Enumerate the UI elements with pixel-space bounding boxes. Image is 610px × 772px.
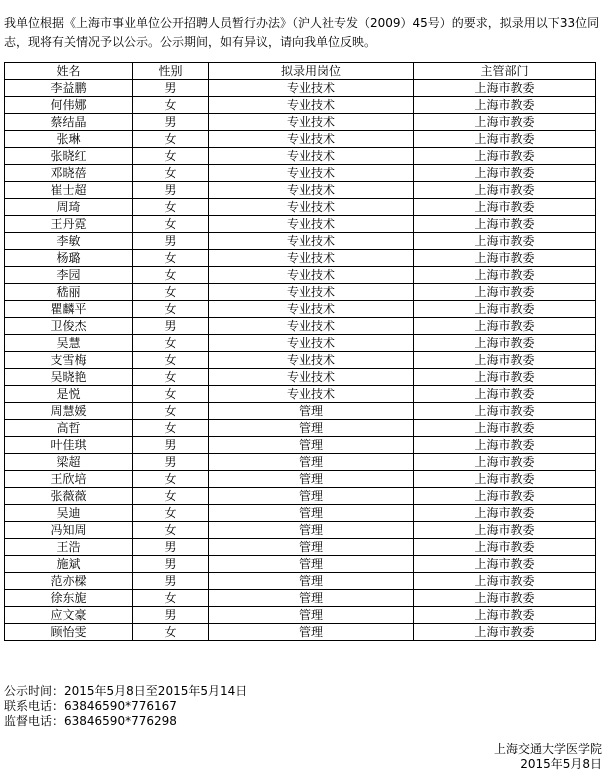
table-row bbox=[5, 420, 596, 437]
signature-block bbox=[494, 742, 602, 772]
cell-gender: 女 bbox=[133, 335, 209, 352]
cell-name: 蔡结晶 bbox=[5, 114, 133, 131]
cell-position: 专业技术 bbox=[209, 199, 414, 216]
cell-name: 李园 bbox=[5, 267, 133, 284]
cell-name: 瞿麟平 bbox=[5, 301, 133, 318]
cell-department: 上海市教委 bbox=[414, 301, 596, 318]
cell-department: 上海市教委 bbox=[414, 369, 596, 386]
cell-department: 上海市教委 bbox=[414, 97, 596, 114]
table-row bbox=[5, 80, 596, 97]
cell-name: 是悦 bbox=[5, 386, 133, 403]
cell-position: 专业技术 bbox=[209, 369, 414, 386]
cell-gender: 女 bbox=[133, 386, 209, 403]
cell-department: 上海市教委 bbox=[414, 488, 596, 505]
cell-gender: 男 bbox=[133, 607, 209, 624]
cell-name: 李益鹏 bbox=[5, 80, 133, 97]
header-gender: 性别 bbox=[133, 63, 209, 80]
table-row bbox=[5, 267, 596, 284]
table-row bbox=[5, 182, 596, 199]
cell-department: 上海市教委 bbox=[414, 199, 596, 216]
table-row bbox=[5, 216, 596, 233]
cell-name: 张琳 bbox=[5, 131, 133, 148]
cell-department: 上海市教委 bbox=[414, 250, 596, 267]
cell-department: 上海市教委 bbox=[414, 352, 596, 369]
cell-gender: 男 bbox=[133, 114, 209, 131]
cell-gender: 男 bbox=[133, 556, 209, 573]
cell-gender: 女 bbox=[133, 267, 209, 284]
table-row bbox=[5, 199, 596, 216]
cell-name: 周慧媛 bbox=[5, 403, 133, 420]
cell-department: 上海市教委 bbox=[414, 386, 596, 403]
table-row bbox=[5, 539, 596, 556]
cell-position: 管理 bbox=[209, 607, 414, 624]
table-row bbox=[5, 505, 596, 522]
cell-department: 上海市教委 bbox=[414, 454, 596, 471]
cell-name: 梁超 bbox=[5, 454, 133, 471]
cell-position: 专业技术 bbox=[209, 335, 414, 352]
table-row bbox=[5, 335, 596, 352]
cell-gender: 女 bbox=[133, 522, 209, 539]
cell-name: 冯知周 bbox=[5, 522, 133, 539]
table-row bbox=[5, 131, 596, 148]
cell-gender: 女 bbox=[133, 148, 209, 165]
cell-position: 管理 bbox=[209, 403, 414, 420]
table-row bbox=[5, 318, 596, 335]
cell-department: 上海市教委 bbox=[414, 556, 596, 573]
table-row bbox=[5, 148, 596, 165]
cell-department: 上海市教委 bbox=[414, 522, 596, 539]
cell-position: 专业技术 bbox=[209, 131, 414, 148]
cell-name: 邓晓蓓 bbox=[5, 165, 133, 182]
cell-name: 叶佳琪 bbox=[5, 437, 133, 454]
cell-name: 张薇薇 bbox=[5, 488, 133, 505]
cell-department: 上海市教委 bbox=[414, 216, 596, 233]
cell-gender: 男 bbox=[133, 182, 209, 199]
signature-date: 2015年5月8日 bbox=[520, 757, 602, 771]
table-row bbox=[5, 590, 596, 607]
cell-gender: 男 bbox=[133, 233, 209, 250]
table-row bbox=[5, 97, 596, 114]
table-row bbox=[5, 454, 596, 471]
cell-name: 嵇丽 bbox=[5, 284, 133, 301]
cell-gender: 女 bbox=[133, 624, 209, 641]
cell-gender: 女 bbox=[133, 420, 209, 437]
cell-department: 上海市教委 bbox=[414, 148, 596, 165]
table-body bbox=[5, 80, 596, 641]
cell-department: 上海市教委 bbox=[414, 165, 596, 182]
cell-position: 管理 bbox=[209, 539, 414, 556]
cell-position: 专业技术 bbox=[209, 284, 414, 301]
cell-gender: 女 bbox=[133, 165, 209, 182]
table-row bbox=[5, 369, 596, 386]
cell-gender: 女 bbox=[133, 250, 209, 267]
cell-name: 崔士超 bbox=[5, 182, 133, 199]
cell-name: 施斌 bbox=[5, 556, 133, 573]
cell-position: 管理 bbox=[209, 624, 414, 641]
header-position: 拟录用岗位 bbox=[209, 63, 414, 80]
cell-position: 管理 bbox=[209, 454, 414, 471]
cell-name: 张晓红 bbox=[5, 148, 133, 165]
cell-name: 王欣培 bbox=[5, 471, 133, 488]
cell-name: 吴晓艳 bbox=[5, 369, 133, 386]
notice-period: 公示时间：2015年5月8日至2015年5月14日 bbox=[4, 684, 248, 698]
cell-gender: 女 bbox=[133, 131, 209, 148]
intro-paragraph: 我单位根据《上海市事业单位公开招聘人员暂行办法》（沪人社专发（2009）45号）的要求，拟录用以下33位同志，现将有关情况予以公示。公示期间，如有异议，请向我单位反映。 bbox=[4, 16, 600, 49]
table-row bbox=[5, 386, 596, 403]
cell-gender: 女 bbox=[133, 301, 209, 318]
cell-name: 吴慧 bbox=[5, 335, 133, 352]
cell-gender: 女 bbox=[133, 352, 209, 369]
cell-position: 专业技术 bbox=[209, 216, 414, 233]
table-row bbox=[5, 250, 596, 267]
cell-position: 专业技术 bbox=[209, 386, 414, 403]
cell-gender: 女 bbox=[133, 97, 209, 114]
signature-org: 上海交通大学医学院 bbox=[493, 742, 602, 756]
cell-position: 管理 bbox=[209, 573, 414, 590]
cell-name: 顾怡雯 bbox=[5, 624, 133, 641]
cell-position: 专业技术 bbox=[209, 165, 414, 182]
cell-name: 范亦樑 bbox=[5, 573, 133, 590]
cell-name: 周琦 bbox=[5, 199, 133, 216]
cell-department: 上海市教委 bbox=[414, 437, 596, 454]
cell-position: 专业技术 bbox=[209, 301, 414, 318]
header-name: 姓名 bbox=[5, 63, 133, 80]
cell-position: 管理 bbox=[209, 505, 414, 522]
table-row bbox=[5, 471, 596, 488]
cell-name: 王浩 bbox=[5, 539, 133, 556]
cell-department: 上海市教委 bbox=[414, 505, 596, 522]
cell-position: 管理 bbox=[209, 420, 414, 437]
cell-position: 管理 bbox=[209, 437, 414, 454]
cell-department: 上海市教委 bbox=[414, 284, 596, 301]
cell-position: 管理 bbox=[209, 522, 414, 539]
cell-department: 上海市教委 bbox=[414, 573, 596, 590]
roster-table bbox=[4, 62, 596, 641]
cell-name: 徐东旎 bbox=[5, 590, 133, 607]
cell-name: 支雪梅 bbox=[5, 352, 133, 369]
cell-department: 上海市教委 bbox=[414, 420, 596, 437]
cell-name: 李敏 bbox=[5, 233, 133, 250]
cell-position: 管理 bbox=[209, 556, 414, 573]
cell-position: 管理 bbox=[209, 590, 414, 607]
cell-gender: 女 bbox=[133, 505, 209, 522]
cell-position: 专业技术 bbox=[209, 233, 414, 250]
cell-gender: 男 bbox=[133, 454, 209, 471]
cell-department: 上海市教委 bbox=[414, 403, 596, 420]
cell-gender: 女 bbox=[133, 369, 209, 386]
cell-position: 专业技术 bbox=[209, 148, 414, 165]
table-row bbox=[5, 403, 596, 420]
cell-department: 上海市教委 bbox=[414, 318, 596, 335]
cell-gender: 女 bbox=[133, 471, 209, 488]
cell-gender: 女 bbox=[133, 216, 209, 233]
cell-department: 上海市教委 bbox=[414, 607, 596, 624]
cell-position: 专业技术 bbox=[209, 182, 414, 199]
cell-department: 上海市教委 bbox=[414, 80, 596, 97]
cell-gender: 女 bbox=[133, 199, 209, 216]
cell-name: 应文豪 bbox=[5, 607, 133, 624]
table-row bbox=[5, 352, 596, 369]
table-row bbox=[5, 573, 596, 590]
cell-gender: 男 bbox=[133, 437, 209, 454]
cell-position: 管理 bbox=[209, 471, 414, 488]
cell-department: 上海市教委 bbox=[414, 471, 596, 488]
cell-department: 上海市教委 bbox=[414, 114, 596, 131]
cell-gender: 女 bbox=[133, 403, 209, 420]
cell-position: 专业技术 bbox=[209, 267, 414, 284]
cell-gender: 男 bbox=[133, 539, 209, 556]
cell-position: 专业技术 bbox=[209, 97, 414, 114]
cell-position: 管理 bbox=[209, 488, 414, 505]
cell-gender: 女 bbox=[133, 590, 209, 607]
cell-gender: 男 bbox=[133, 80, 209, 97]
cell-department: 上海市教委 bbox=[414, 539, 596, 556]
cell-gender: 女 bbox=[133, 488, 209, 505]
table-row bbox=[5, 607, 596, 624]
cell-department: 上海市教委 bbox=[414, 131, 596, 148]
cell-position: 专业技术 bbox=[209, 80, 414, 97]
cell-name: 卫俊杰 bbox=[5, 318, 133, 335]
table-row bbox=[5, 624, 596, 641]
supervision-phone: 监督电话：63846590*776298 bbox=[4, 714, 177, 728]
cell-name: 吴迪 bbox=[5, 505, 133, 522]
cell-name: 王丹霓 bbox=[5, 216, 133, 233]
cell-department: 上海市教委 bbox=[414, 182, 596, 199]
cell-department: 上海市教委 bbox=[414, 590, 596, 607]
table-row bbox=[5, 114, 596, 131]
table-row bbox=[5, 556, 596, 573]
cell-name: 杨璐 bbox=[5, 250, 133, 267]
cell-name: 高哲 bbox=[5, 420, 133, 437]
cell-position: 专业技术 bbox=[209, 352, 414, 369]
cell-gender: 女 bbox=[133, 284, 209, 301]
table-row bbox=[5, 284, 596, 301]
contact-phone: 联系电话：63846590*776167 bbox=[4, 699, 177, 713]
cell-position: 专业技术 bbox=[209, 318, 414, 335]
table-row bbox=[5, 301, 596, 318]
cell-position: 专业技术 bbox=[209, 250, 414, 267]
table-row bbox=[5, 522, 596, 539]
header-department: 主管部门 bbox=[414, 63, 596, 80]
cell-gender: 男 bbox=[133, 318, 209, 335]
cell-department: 上海市教委 bbox=[414, 624, 596, 641]
cell-gender: 男 bbox=[133, 573, 209, 590]
cell-name: 何伟娜 bbox=[5, 97, 133, 114]
table-row bbox=[5, 165, 596, 182]
cell-department: 上海市教委 bbox=[414, 335, 596, 352]
footer-info bbox=[4, 684, 247, 729]
cell-position: 专业技术 bbox=[209, 114, 414, 131]
cell-department: 上海市教委 bbox=[414, 267, 596, 284]
table-header-row bbox=[5, 63, 596, 80]
table-row bbox=[5, 437, 596, 454]
table-row bbox=[5, 488, 596, 505]
table-row bbox=[5, 233, 596, 250]
cell-department: 上海市教委 bbox=[414, 233, 596, 250]
